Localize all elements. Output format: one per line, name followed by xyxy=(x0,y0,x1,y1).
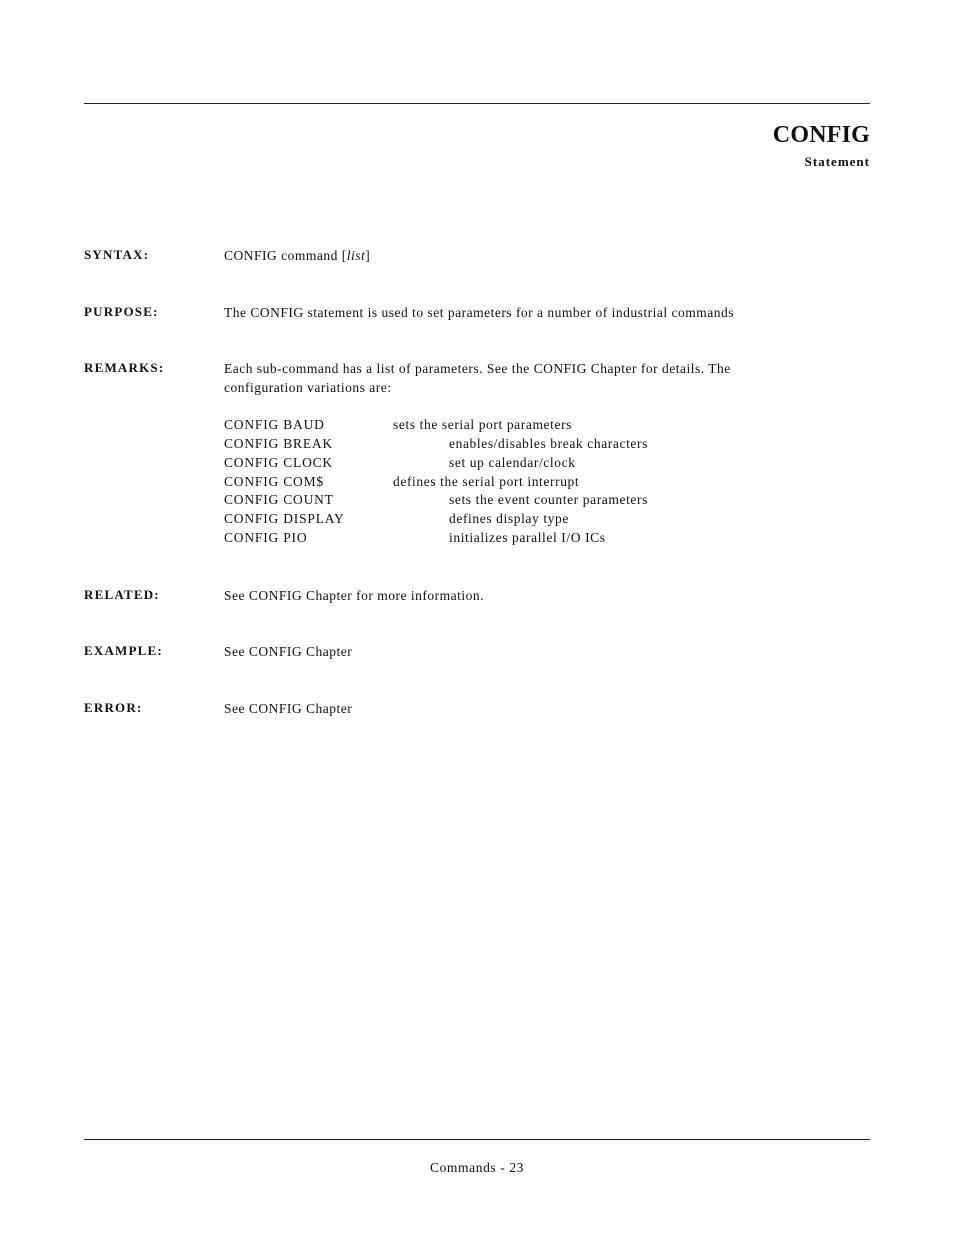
remarks-command: CONFIG PIO xyxy=(224,530,308,545)
page-subtitle: Statement xyxy=(804,154,870,169)
related-label: RELATED: xyxy=(84,587,160,602)
purpose-label: PURPOSE: xyxy=(84,304,159,319)
syntax-text-italic: list xyxy=(346,248,366,263)
example-text: See CONFIG Chapter xyxy=(224,644,353,659)
header-rule xyxy=(84,103,870,104)
remarks-command: CONFIG CLOCK xyxy=(224,455,333,470)
error-label: ERROR: xyxy=(84,700,143,715)
remarks-description: set up calendar/clock xyxy=(449,455,576,470)
syntax-text-prefix: CONFIG command [ xyxy=(224,248,347,263)
remarks-command: CONFIG COUNT xyxy=(224,492,334,507)
remarks-command: CONFIG COM$ xyxy=(224,474,324,489)
syntax-text xyxy=(224,246,370,265)
remarks-line-1: Each sub-command has a list of parameters. See the CONFIG Chapter for details. The xyxy=(224,361,731,376)
error-text: See CONFIG Chapter xyxy=(224,701,353,716)
remarks-command: CONFIG DISPLAY xyxy=(224,511,345,526)
remarks-line-2: configuration variations are: xyxy=(224,380,392,395)
remarks-description: defines the serial port interrupt xyxy=(393,474,580,489)
page-title: CONFIG xyxy=(772,122,870,148)
remarks-description: initializes parallel I/O ICs xyxy=(449,530,606,545)
remarks-command: CONFIG BREAK xyxy=(224,436,333,451)
remarks-description: defines display type xyxy=(449,511,569,526)
purpose-text: The CONFIG statement is used to set parameters for a number of industrial commands xyxy=(224,305,735,320)
related-text: See CONFIG Chapter for more information. xyxy=(224,588,484,603)
remarks-description: sets the serial port parameters xyxy=(393,417,573,432)
footer-rule xyxy=(84,1139,870,1140)
remarks-label: REMARKS: xyxy=(84,360,165,375)
page-number: Commands - 23 xyxy=(429,1160,525,1175)
example-label: EXAMPLE: xyxy=(84,643,163,658)
syntax-text-suffix: ] xyxy=(365,248,371,263)
remarks-description: enables/disables break characters xyxy=(449,436,648,451)
syntax-label: SYNTAX: xyxy=(84,247,150,262)
remarks-command: CONFIG BAUD xyxy=(224,417,325,432)
remarks-description: sets the event counter parameters xyxy=(449,492,648,507)
